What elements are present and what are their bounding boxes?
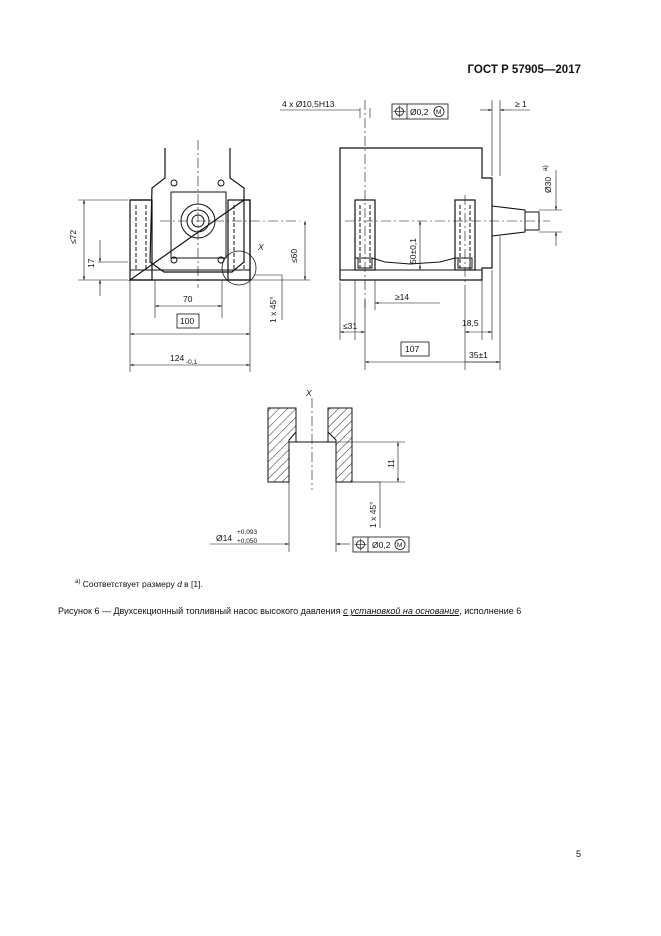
dim-chamfer: 1 x 45° — [268, 296, 278, 323]
tol-mod: M — [436, 109, 442, 116]
dim-d30: Ø30 — [543, 176, 553, 193]
holes-label: 4 x Ø10,5H13 — [282, 99, 335, 109]
dim-d14-upper: +0,093 — [237, 529, 258, 536]
dim-d14-lower: +0,050 — [237, 538, 258, 545]
footnote-text-before: Соответствует размеру — [82, 579, 178, 589]
dim-le72: ≤72 — [68, 229, 78, 244]
figure-caption — [58, 606, 521, 616]
tol-frame-value: Ø0,2 — [410, 107, 429, 117]
dim-d14: Ø14 — [216, 533, 233, 543]
dim-11: 11 — [386, 459, 396, 468]
front-view-labels — [68, 230, 299, 366]
detail-x-title: X — [306, 388, 312, 398]
dim-124: 124 — [170, 353, 185, 363]
dim-35: 35±1 — [469, 350, 488, 360]
dim-100: 100 — [180, 316, 195, 326]
footnote-mark: a) — [75, 579, 81, 586]
dim-ge1: ≥ 1 — [515, 99, 527, 109]
dim-le31: ≤31 — [343, 321, 358, 331]
footnote-var: d — [177, 579, 182, 589]
detail-x-labels — [216, 388, 402, 550]
caption-after: , исполнение 6 — [459, 606, 522, 616]
dim-17: 17 — [86, 258, 96, 268]
dim-ge14: ≥14 — [395, 292, 410, 302]
footnote-text-after: в [1]. — [181, 579, 203, 589]
caption-underlined: с установкой на основание — [343, 606, 460, 616]
dim-124-tol: -0,1 — [186, 359, 198, 366]
side-view — [280, 100, 562, 370]
dim-50: 50±0,1 — [408, 238, 418, 264]
dim-18-5: 18,5 — [462, 318, 479, 328]
side-view-labels — [282, 99, 553, 360]
caption-before: Рисунок 6 — Двухсекционный топливный насос высокого давления — [58, 606, 344, 616]
detail-mark-x: X — [258, 242, 264, 252]
dim-le60: ≤60 — [289, 248, 299, 263]
page-number: 5 — [576, 849, 582, 859]
dim-d30-note: a) — [542, 165, 549, 171]
footnote — [75, 579, 203, 589]
dim-107: 107 — [405, 344, 420, 354]
standard-header: ГОСТ Р 57905—2017 — [467, 64, 581, 76]
dim-70: 70 — [183, 294, 193, 304]
dim-chamfer-x: 1 x 45° — [368, 501, 378, 528]
tol-frame-value-x: Ø0,2 — [372, 540, 391, 550]
front-view — [78, 140, 310, 372]
tol-mod-x: M — [397, 542, 403, 549]
